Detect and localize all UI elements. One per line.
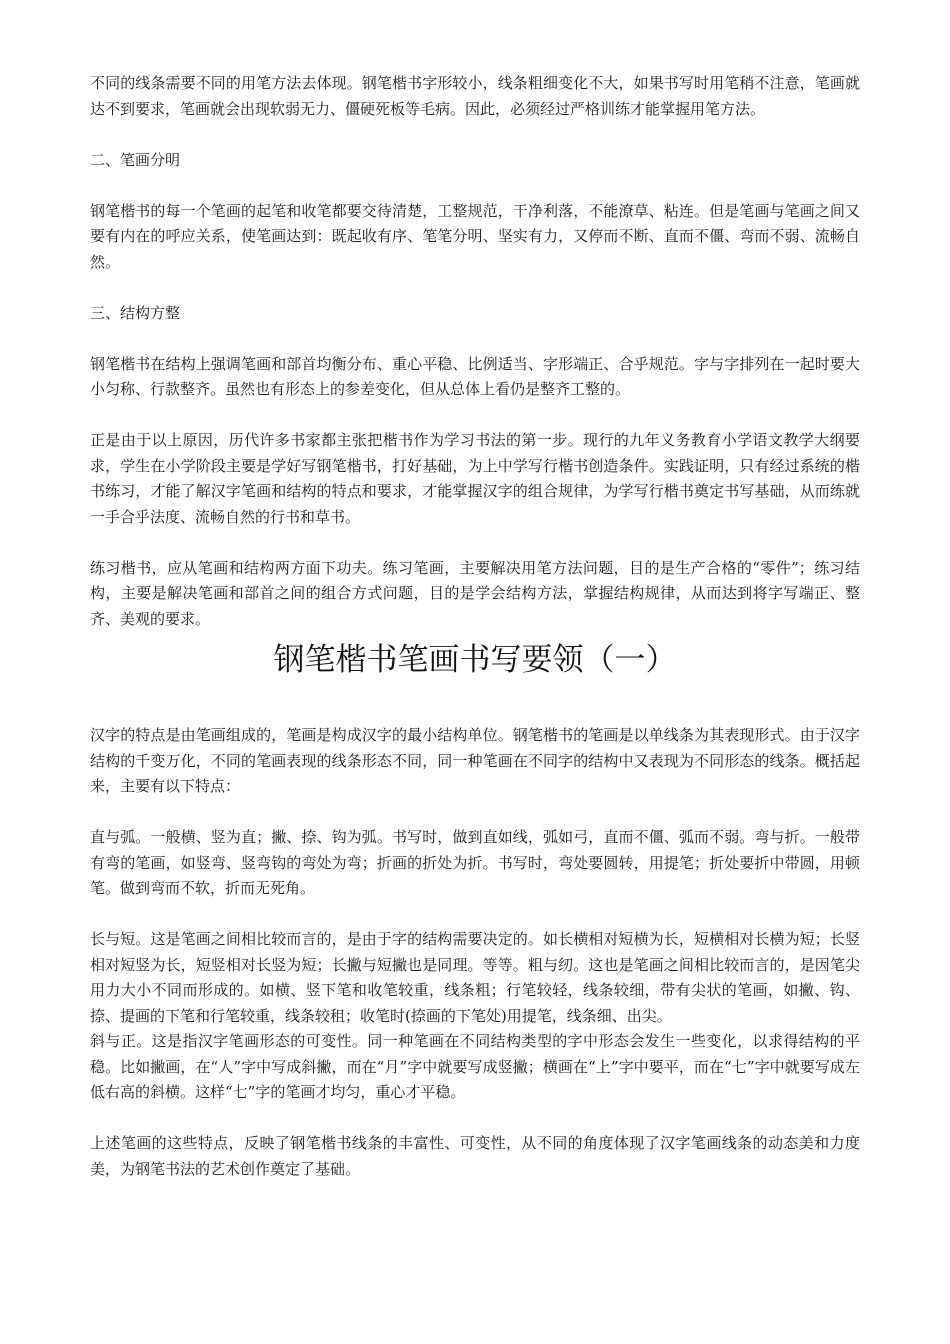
heading-structure-square: 三、结构方整 — [90, 303, 181, 322]
paragraph-straight-and-arc: 直与弧。一般横、竖为直；撇、捺、钩为弧。书写时，做到直如线，弧如弓，直而不僵、弧而不弱。弯与折。一般带有弯的笔画，如竖弯、竖弯钩的弯处为弯；折画的折处为折。书写时，弯处要圆转，用提笔；折处要折中带圆，用顿笔。做到弯而不软，折而无死角。 — [90, 828, 860, 897]
document-page — [90, 71, 860, 1208]
paragraph-stroke-features-intro: 汉字的特点是由笔画组成的，笔画是构成汉字的最小结构单位。钢笔楷书的笔画是以单线条为其表现形式。由于汉字结构的千变万化，不同的笔画表现的线条形态不同，同一种笔画在不同字的结构中又表现为不同形态的线条。概括起来，主要有以下特点： — [90, 726, 860, 795]
paragraph-conclusion: 上述笔画的这些特点，反映了钢笔楷书线条的丰富性、可变性，从不同的角度体现了汉字笔画线条的动态美和力度美，为钢笔书法的艺术创作奠定了基础。 — [90, 1134, 860, 1178]
heading-strokes-distinct: 二、笔画分明 — [90, 150, 181, 169]
paragraph-practice-advice: 练习楷书，应从笔画和结构两方面下功夫。练习笔画，主要解决用笔方法问题，目的是生产合格的“零件”；练习结构，主要是解决笔画和部首之间的组合方式问题，目的是学会结构方法，掌握结构规律，从而达到将字写端正、整齐、美观的要求。 — [90, 558, 860, 628]
section-title: 钢笔楷书笔画书写要领（一） — [273, 642, 677, 678]
paragraph-structure-square: 钢笔楷书在结构上强调笔画和部首均衡分布、重心平稳、比例适当、字形端正、合乎规范。字与字排列在一起时要大小匀称、行款整齐。虽然也有形态上的参差变化，但从总体上看仍是整齐工整的。 — [90, 354, 860, 398]
paragraph-slant-and-upright: 斜与正。这是指汉字笔画形态的可变性。同一种笔画在不同结构类型的字中形态会发生一些变化，以求得结构的平稳。比如撇画，在“人”字中写成斜撇，而在“月”字中就要写成竖撇；横画在“上”字中要平，而在“七”字中就要写成左低右高的斜横。这样“七”字的笔画才均匀，重心才平稳。 — [90, 1032, 860, 1101]
paragraph-history-reason: 正是由于以上原因，历代许多书家都主张把楷书作为学习书法的第一步。现行的九年义务教育小学语文教学大纲要求，学生在小学阶段主要是学好写钢笔楷书，打好基础，为上中学写行楷书创造条件。实践证明，只有经过系统的楷书练习，才能了解汉字笔画和结构的特点和要求，才能掌握汉字的组合规律，为学写行楷书奠定书写基础，从而练就一手合乎法度、流畅自然的行书和草书。 — [90, 431, 860, 526]
paragraph-stroke-method: 不同的线条需要不同的用笔方法去体现。钢笔楷书字形较小，线条粗细变化不大，如果书写时用笔稍不注意，笔画就达不到要求，笔画就会出现软弱无力、僵硬死板等毛病。因此，必须经过严格训练才能掌握用笔方法。 — [90, 74, 860, 118]
paragraph-strokes-distinct: 钢笔楷书的每一个笔画的起笔和收笔都要交待清楚，工整规范，干净利落，不能潦草、粘连。但是笔画与笔画之间又要有内在的呼应关系，使笔画达到：既起收有序、笔笔分明、坚实有力，又停而不断、直而不僵、弯而不弱、流畅自然。 — [90, 201, 860, 271]
paragraph-long-and-short: 长与短。这是笔画之间相比较而言的，是由于字的结构需要决定的。如长横相对短横为长，短横相对长横为短；长竖相对短竖为长，短竖相对长竖为短；长撇与短撇也是同理。等等。粗与纫。这也是笔画之间相比较而言的，是因笔尖用力大小不同而形成的。如横、竖下笔和收笔较重，线条粗；行笔较轻，线条较细，带有尖状的笔画，如撇、钩、捺、提画的下笔和行笔较重，线条较租；收笔时(捺画的下笔处)用提笔，线条细、出尖。 — [90, 930, 860, 1025]
